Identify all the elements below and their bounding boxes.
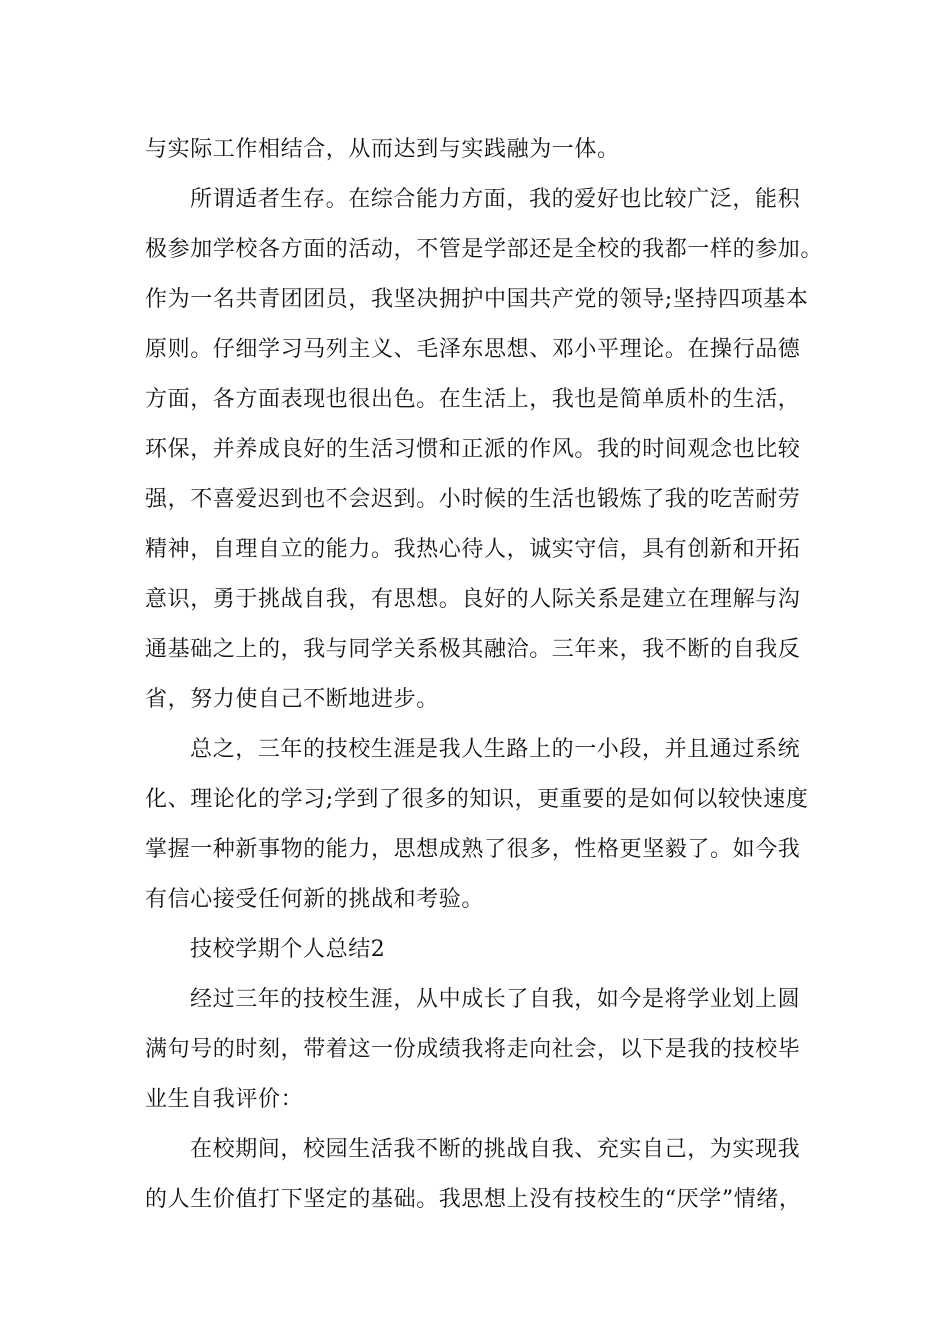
text-line: 有信心接受任何新的挑战和考验。 [145,887,485,912]
text-line: 环保，并养成良好的生活习惯和正派的作风。我的时间观念也比较 [145,437,801,462]
text-line: 作为一名共青团团员，我坚决拥护中国共产党的领导;坚持四项基本 [145,287,809,312]
text-line: 意识，勇于挑战自我，有思想。良好的人际关系是建立在理解与沟 [145,587,801,612]
text-line: 的人生价值打下坚定的基础。我思想上没有技校生的“厌学”情绪， [145,1187,802,1212]
text-line: 与实际工作相结合，从而达到与实践融为一体。 [145,137,620,162]
text-line: 原则。仔细学习马列主义、毛泽东思想、邓小平理论。在操行品德 [145,337,801,362]
paragraph-start-line: 经过三年的技校生涯，从中成长了自我，如今是将学业划上圆 [190,987,801,1012]
text-line: 业生自我评价： [145,1087,304,1112]
text-line: 通基础之上的，我与同学关系极其融洽。三年来，我不断的自我反 [145,637,801,662]
paragraph-start-line: 总之，三年的技校生涯是我人生路上的一小段，并且通过系统 [190,737,801,762]
text-line: 精神，自理自立的能力。我热心待人，诚实守信，具有创新和开拓 [145,537,801,562]
paragraph-start-line: 所谓适者生存。在综合能力方面，我的爱好也比较广泛，能积 [190,187,801,212]
section-heading: 技校学期个人总结2 [190,937,386,962]
text-line: 强，不喜爱迟到也不会迟到。小时候的生活也锻炼了我的吃苦耐劳 [145,487,801,512]
text-line: 掌握一种新事物的能力，思想成熟了很多，性格更坚毅了。如今我 [145,837,801,862]
paragraph-start-line: 在校期间，校园生活我不断的挑战自我、充实自己，为实现我 [190,1137,801,1162]
text-line: 满句号的时刻，带着这一份成绩我将走向社会，以下是我的技校毕 [145,1037,801,1062]
text-line: 方面，各方面表现也很出色。在生活上，我也是简单质朴的生活， [145,387,801,412]
text-line: 省，努力使自己不断地进步。 [145,687,439,712]
text-line: 极参加学校各方面的活动，不管是学部还是全校的我都一样的参加。 [145,237,824,262]
text-line: 化、理论化的学习;学到了很多的知识，更重要的是如何以较快速度 [145,787,809,812]
